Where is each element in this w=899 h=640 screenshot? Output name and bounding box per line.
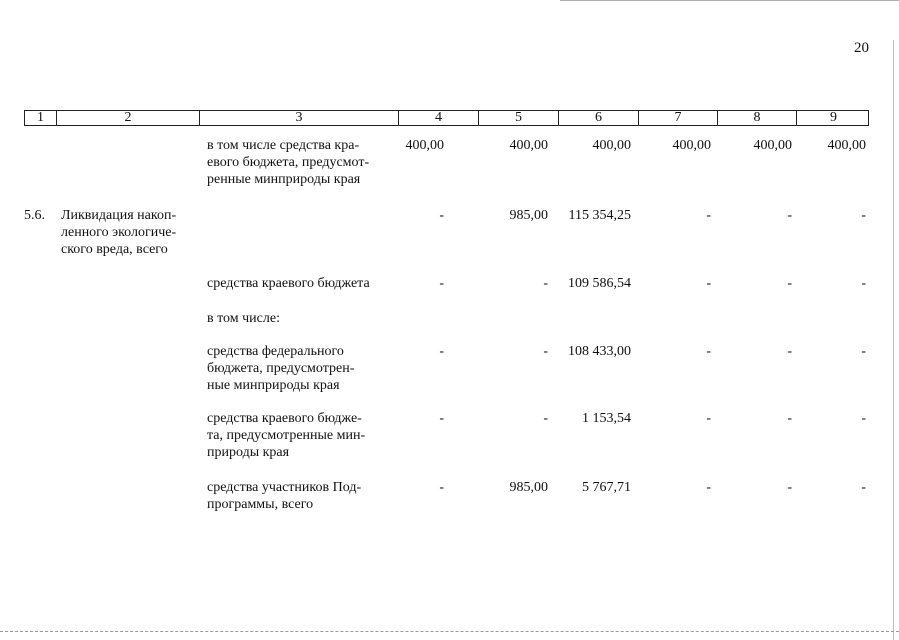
value-col-7: - — [706, 208, 711, 223]
value-col-4: - — [439, 344, 444, 359]
value-col-6: 1 153,54 — [582, 411, 631, 426]
value-col-9: - — [861, 480, 866, 495]
table-header-row — [24, 110, 869, 126]
page-number: 20 — [854, 40, 869, 56]
row-description: средства краевого бюджета — [207, 276, 370, 291]
value-col-8: - — [787, 208, 792, 223]
value-col-5: - — [543, 344, 548, 359]
header-col-8: 8 — [718, 111, 797, 125]
value-col-9: - — [861, 208, 866, 223]
value-col-4: - — [439, 411, 444, 426]
header-col-5: 5 — [479, 111, 559, 125]
value-col-7: - — [706, 411, 711, 426]
header-col-7: 7 — [639, 111, 718, 125]
value-col-5: 985,00 — [509, 480, 548, 495]
row-description: в том числе средства кра- евого бюджета, предусмот- ренные минприроды края — [207, 138, 370, 187]
value-col-9: 400,00 — [827, 138, 866, 153]
value-col-8: - — [787, 480, 792, 495]
scan-artifact-bottom-line — [0, 631, 899, 632]
value-col-5: 985,00 — [509, 208, 548, 223]
value-col-5: - — [543, 411, 548, 426]
value-col-7: - — [706, 480, 711, 495]
value-col-6: 109 586,54 — [568, 276, 631, 291]
row-number: 5.6. — [24, 208, 45, 223]
row-description: в том числе: — [207, 311, 280, 326]
value-col-5: 400,00 — [509, 138, 548, 153]
value-col-7: - — [706, 276, 711, 291]
value-col-4: - — [439, 208, 444, 223]
value-col-8: - — [787, 344, 792, 359]
scan-artifact-top-line — [560, 0, 899, 1]
value-col-9: - — [861, 276, 866, 291]
row-description: средства участников Под- программы, всего — [207, 480, 362, 512]
header-col-1: 1 — [25, 111, 57, 125]
value-col-4: - — [439, 276, 444, 291]
value-col-5: - — [543, 276, 548, 291]
row-description: средства краевого бюдже- та, предусмотренные мин- природы края — [207, 411, 366, 460]
value-col-4: 400,00 — [405, 138, 444, 153]
value-col-9: - — [861, 344, 866, 359]
header-col-2: 2 — [57, 111, 200, 125]
value-col-6: 5 767,71 — [582, 480, 631, 495]
header-col-9: 9 — [830, 110, 837, 125]
value-col-8: - — [787, 276, 792, 291]
value-col-8: - — [787, 411, 792, 426]
value-col-6: 115 354,25 — [568, 208, 631, 223]
value-col-6: 108 433,00 — [568, 344, 631, 359]
value-col-8: 400,00 — [753, 138, 792, 153]
row-item-name: Ликвидация накоп- ленного экологиче- ского вреда, всего — [61, 208, 177, 257]
header-col-4: 4 — [399, 111, 479, 125]
header-col-6: 6 — [559, 111, 639, 125]
value-col-6: 400,00 — [592, 138, 631, 153]
row-description: средства федерального бюджета, предусмотрен- ные минприроды края — [207, 344, 355, 393]
header-col-3: 3 — [200, 111, 399, 125]
value-col-7: 400,00 — [672, 138, 711, 153]
value-col-7: - — [706, 344, 711, 359]
value-col-9: - — [861, 411, 866, 426]
scan-artifact-right-line — [893, 40, 894, 640]
value-col-4: - — [439, 480, 444, 495]
